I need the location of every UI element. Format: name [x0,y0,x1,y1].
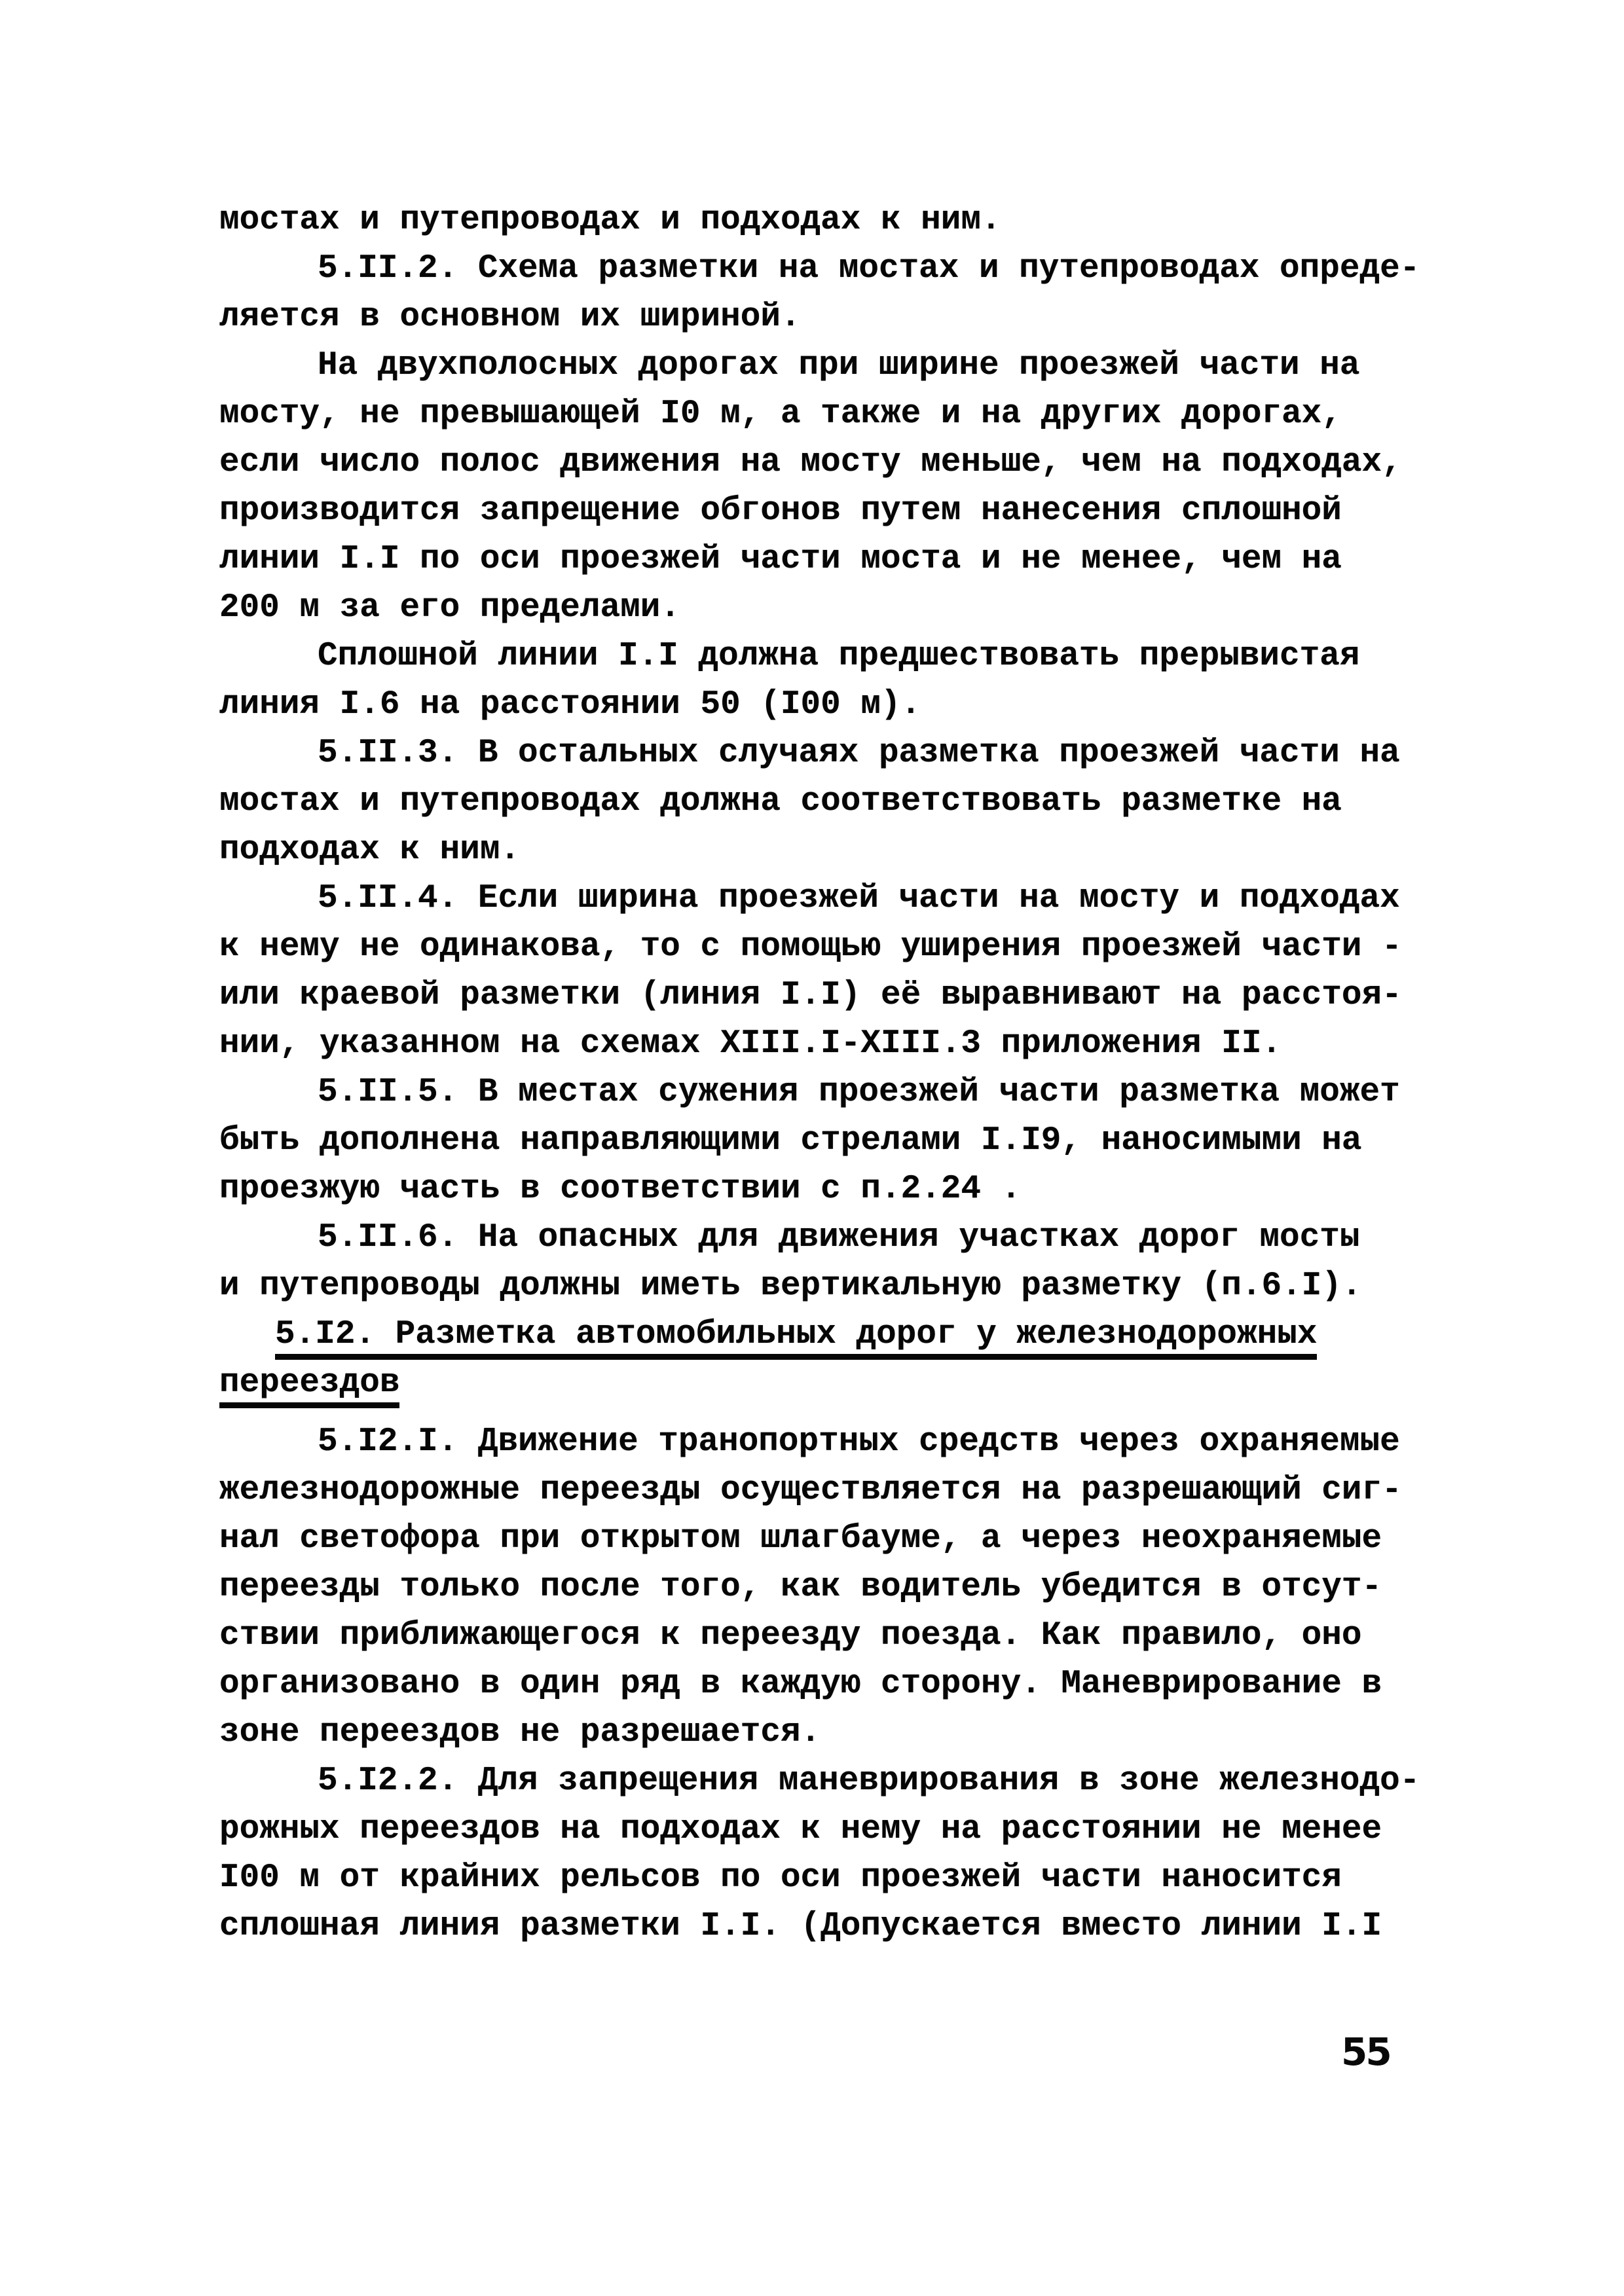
text-line: Сплошной линии I.I должна предшествовать прерывистая [318,638,1360,675]
text-line: к нему не одинакова, то с помощью уширения проезжей части - [219,928,1402,966]
text-line: нии, указанном на схемах XIII.I-XIII.3 приложения II. [219,1025,1282,1063]
text-line: нал светофора при открытом шлагбауме, а через неохраняемые [219,1520,1382,1558]
text-line: ляется в основном их шириной. [219,299,801,336]
text-line: сплошная линия разметки I.I. (Допускается вместо линии I.I [219,1908,1382,1945]
text-line: линия I.6 на расстоянии 50 (I00 м). [219,686,921,723]
text-line: 5.I2.I. Движение транопортных средств через охраняемые [318,1423,1400,1461]
heading-line [219,1311,1418,1359]
text-line: мостах и путепроводах и подходах к ним. [219,202,1001,239]
text-line: ствии приближающегося к переезду поезда. Как правило, оно [219,1617,1362,1654]
text-line: 200 м за его пределами. [219,589,680,627]
text-line: подходах к ним. [219,831,521,869]
text-line: мостах и путепроводах должна соответствовать разметке на [219,783,1342,820]
text-line: I00 м от крайних рельсов по оси проезжей части наносится [219,1859,1342,1897]
text-line: 5.II.3. В остальных случаях разметка проезжей части на [318,735,1400,772]
underlined-heading-text: 5.I2. Разметка автомобильных дорог у железнодорожных [275,1316,1317,1360]
document-text [219,196,1418,1951]
text-line: 5.II.4. Если ширина проезжей части на мосту и подходах [318,880,1400,917]
text-line: железнодорожные переезды осуществляется на разрешающий сиг- [219,1472,1402,1509]
text-line: зоне переездов не разрешается. [219,1714,821,1751]
text-line: мосту, не превышающей I0 м, а также и на других дорогах, [219,395,1342,433]
text-line: и путепроводы должны иметь вертикальную разметку (п.6.I). [219,1267,1362,1305]
text-line: быть дополнена направляющими стрелами I.I9, наносимыми на [219,1122,1362,1159]
heading-line [219,1359,1418,1408]
text-line: На двухполосных дорогах при ширине проезжей части на [318,347,1360,384]
text-line: рожных переездов на подходах к нему на расстоянии не менее [219,1811,1382,1848]
text-line: или краевой разметки (линия I.I) её выравнивают на расстоя- [219,977,1402,1014]
text-line: 5.II.2. Схема разметки на мостах и путепроводах опреде- [318,250,1420,287]
page-number: 55 [1341,2030,1390,2074]
text-line: организовано в один ряд в каждую сторону. Маневрирование в [219,1666,1382,1703]
text-line: 5.I2.2. Для запрещения маневрирования в зоне железнодо- [318,1762,1420,1800]
text-line: переезды только после того, как водитель убедится в отсут- [219,1569,1382,1606]
underlined-heading-text: переездов [219,1364,399,1408]
text-line: 5.II.6. На опасных для движения участках дорог мосты [318,1219,1360,1256]
text-line: проезжую часть в соответствии с п.2.24 . [219,1171,1022,1208]
text-line: 5.II.5. В местах сужения проезжей части разметка может [318,1074,1400,1111]
text-line: линии I.I по оси проезжей части моста и не менее, чем на [219,541,1342,578]
text-line: производится запрещение обгонов путем нанесения сплошной [219,492,1342,530]
text-line: если число полос движения на мосту меньше, чем на подходах, [219,444,1402,481]
